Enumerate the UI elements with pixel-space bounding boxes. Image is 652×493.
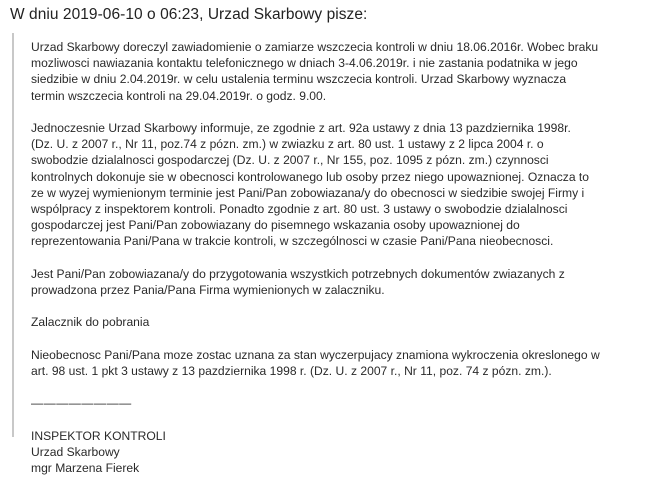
paragraph-documents <box>31 266 646 298</box>
text-line: art. 98 ust. 1 pkt 3 ustawy z 13 pazdziernika 1998 r. (Dz. U. z 2007 r., Nr 11, poz. 74 z pózn. zm.). <box>31 364 552 378</box>
signature-block <box>31 428 646 477</box>
text-line: prowadzona przez Pania/Pana Firma wymienionych w zalaczniku. <box>31 283 385 298</box>
email-quote-header: W dniu 2019-06-10 o 06:23, Urzad Skarbowy pisze: <box>10 6 368 23</box>
text-line: mozliwosci nawiazania kontaktu telefonicznego w dniach 3-4.06.2019r. i nie zastania podatnika w jego <box>31 56 578 71</box>
text-line: kontrolnych dokonuje sie w obecnosci kontrolowanego lub osoby przez niego upowaznionej. Oznacza to <box>31 169 590 184</box>
signature-office: Urzad Skarbowy <box>31 444 120 459</box>
text-line: termin wszczecia kontroli na 29.04.2019r. o godz. 9.00. <box>31 88 327 103</box>
email-body <box>31 39 646 493</box>
signature-title: INSPEKTOR KONTROLI <box>31 428 166 443</box>
paragraph-attachment <box>31 314 646 330</box>
text-line: swobodzie dzialalnosci gospodarczej (Dz. U. z 2007 r., Nr 155, poz. 1095 z pózn. zm.) czynnosci <box>31 153 549 168</box>
text-line: Urzad Skarbowy doreczyl zawiadomienie o zamiarze wszczecia kontroli w dniu 18.06.2016r. Wobec braku <box>31 40 599 54</box>
paragraph-absence-warning <box>31 347 646 379</box>
text-line: (Dz. U. z 2007 r., Nr 11, poz.74 z pózn. zm.) w zwiazku z art. 80 ust. 1 ustawy z 2 lipca 2004 r. o <box>31 137 544 152</box>
paragraph-legal-info <box>31 120 646 250</box>
text-line: Jednoczesnie Urzad Skarbowy informuje, ze zgodnie z art. 92a ustawy z dnia 13 pazdziernika 1998r. <box>31 121 571 135</box>
signature-separator: ———————— <box>31 396 132 411</box>
text-line: Jest Pani/Pan zobowiazana/y do przygotowania wszystkich potrzebnych dokumentów zwiazanych z <box>31 266 565 281</box>
text-line: gospodarczej jest Pani/Pan zobowiazany do pisemnego wskazania osoby upowaznionej do <box>31 218 520 233</box>
signature-separator-block <box>31 395 646 411</box>
text-line: wspólpracy z inspektorem kontroli. Ponadto zgodnie z art. 80 ust. 3 ustawy o swobodzie dzialalnosci <box>31 202 568 217</box>
text-line: reprezentowania Pani/Pana w trakcie kontroli, w szczególnosci w czasie Pani/Pana nieobecnosci. <box>31 234 554 249</box>
text-line: Nieobecnosc Pani/Pana moze zostac uznana za stan wyczerpujacy znamiona wykroczenia okreslonego w <box>31 347 600 362</box>
text-line: siedzibie w dniu 2.04.2019r. w celu ustalenia terminu wszczecia kontroli. Urzad Skarbowy wyznacza <box>31 72 567 87</box>
paragraph-notice <box>31 39 646 104</box>
signature-name: mgr Marzena Fierek <box>31 461 140 476</box>
attachment-download-text: Zalacznik do pobrania <box>31 315 150 330</box>
text-line: ze w wyzej wymienionym terminie jest Pani/Pan zobowiazana/y do obecnosci w siedzibie swojej Firmy i <box>31 185 585 200</box>
